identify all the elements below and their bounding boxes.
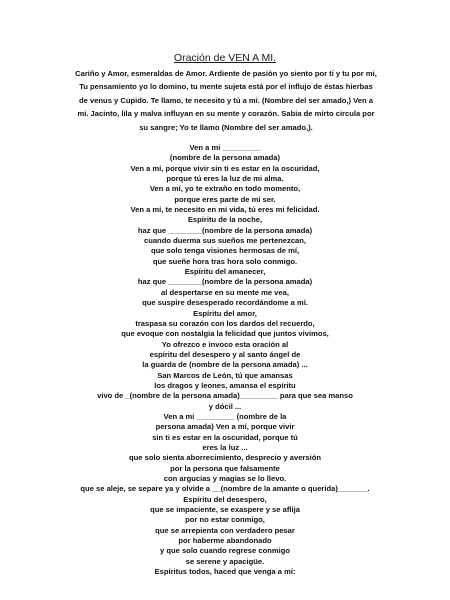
verse-line: Espíritu del amanecer, bbox=[184, 267, 266, 277]
intro-paragraph bbox=[46, 67, 406, 134]
verse-line: al despertarse en su mente me vea, bbox=[161, 287, 289, 297]
verse-line: San Marcos de León, tú que amansas bbox=[157, 370, 293, 380]
verse-line: sin ti es estar en la oscuridad, porque tú bbox=[152, 432, 298, 442]
prayer-verses bbox=[10, 143, 440, 577]
verse-line: que se arrepienta con verdadero pesar bbox=[155, 525, 295, 535]
verse-line: por la persona que falsamente bbox=[170, 463, 280, 473]
verse-line: espíritu del desespero y al santo ángel de bbox=[149, 349, 301, 359]
verse-line: Ven a mi _________ (nombre de la bbox=[163, 411, 287, 421]
verse-line: que suspire desesperado recordándome a mí. bbox=[142, 298, 308, 308]
document-title: Oración de VEN A MI. bbox=[173, 52, 277, 64]
verse-line: vivo de _(nombre de la persona amada)_________ para que sea manso bbox=[97, 391, 353, 401]
verse-line: los dragos y leones, amansa el espíritu bbox=[154, 380, 296, 390]
verse-line: Ven a mi _________ bbox=[189, 143, 261, 152]
verse-line: Espíritus todos, haced que venga a mí: bbox=[154, 567, 296, 577]
verse-line: y dócil ... bbox=[208, 401, 242, 411]
verse-line: haz que ________(nombre de la persona amada) bbox=[137, 225, 313, 235]
verse-line: persona amada) Ven a mí, porque vivir bbox=[155, 422, 295, 432]
verse-line: que evoque con nostalgia la felicidad que juntos vivimos, bbox=[121, 329, 329, 339]
intro-line: de venus y Cupido. Te llamo, te necesito y tú a mi. (Nombre del ser amado,) Ven a bbox=[79, 95, 373, 105]
verse-line: haz que ________(nombre de la persona amada) bbox=[137, 277, 313, 287]
verse-line: porque eres parte de mi ser. bbox=[174, 194, 276, 204]
intro-line: mi. Jacinto, lila y malva influyan en su mente y corazón. Sabia de mirto circula por bbox=[77, 109, 375, 119]
intro-line: su sangre; Yo te llamo (Nombre del ser amado,). bbox=[139, 122, 313, 132]
verse-line: que se aleje, se separe ya y olvide a __(nombre de la amante o querida)_______. bbox=[80, 484, 370, 494]
verse-line: Ven a mí, yo te extraño en todo momento, bbox=[149, 184, 301, 194]
verse-line: Yo ofrezco e invoco esta oración al bbox=[161, 339, 289, 349]
verse-line: que sueñe hora tras hora solo conmigo. bbox=[152, 256, 298, 266]
verse-line: porque tú eres la luz de mi alma. bbox=[166, 174, 284, 184]
verse-line: que solo tenga visiones hermosas de mí, bbox=[150, 246, 300, 256]
verse-line: traspasa su corazón con los dardos del recuerdo, bbox=[135, 318, 315, 328]
verse-line: cuando duerma sus sueños me pertenezcan, bbox=[143, 236, 307, 246]
verse-line: Espíritu de la noche, bbox=[187, 215, 263, 225]
verse-line: Espíritu del amor, bbox=[193, 308, 257, 318]
verse-line: y que solo cuando regrese conmigo bbox=[160, 546, 290, 556]
verse-line: Espíritu del desespero, bbox=[183, 494, 267, 504]
verse-line: por haberme abandonado bbox=[178, 536, 272, 546]
intro-line: Cariño y Amor, esmeraldas de Amor. Ardiente de pasión yo siento por ti y tu por mi, bbox=[75, 69, 377, 78]
verse-line: que solo sienta aborrecimiento, desprecio y aversión bbox=[128, 453, 322, 463]
verse-line: la guarda de (nombre de la persona amada) ... bbox=[142, 360, 308, 370]
verse-line: se serene y apacigüe. bbox=[185, 556, 265, 566]
verse-line: (nombre de la persona amada) bbox=[169, 153, 281, 163]
intro-line: Tu pensamiento yo lo domino, tu mente sujeta está por el influjo de éstas hierbas bbox=[79, 82, 373, 92]
verse-line: eres la luz ... bbox=[202, 442, 248, 452]
verse-line: que se impaciente, se exaspere y se aflija bbox=[150, 505, 300, 515]
verse-line: con argucias y magias se lo llevo. bbox=[163, 474, 287, 483]
verse-line: por no estar conmigo, bbox=[185, 515, 265, 525]
verse-line: Ven a mí, te necesito en mi vida, tú eres mi felicidad. bbox=[130, 205, 320, 215]
verse-line: Ven a mí, porque vivir sin ti es estar en la oscuridad, bbox=[130, 163, 320, 173]
